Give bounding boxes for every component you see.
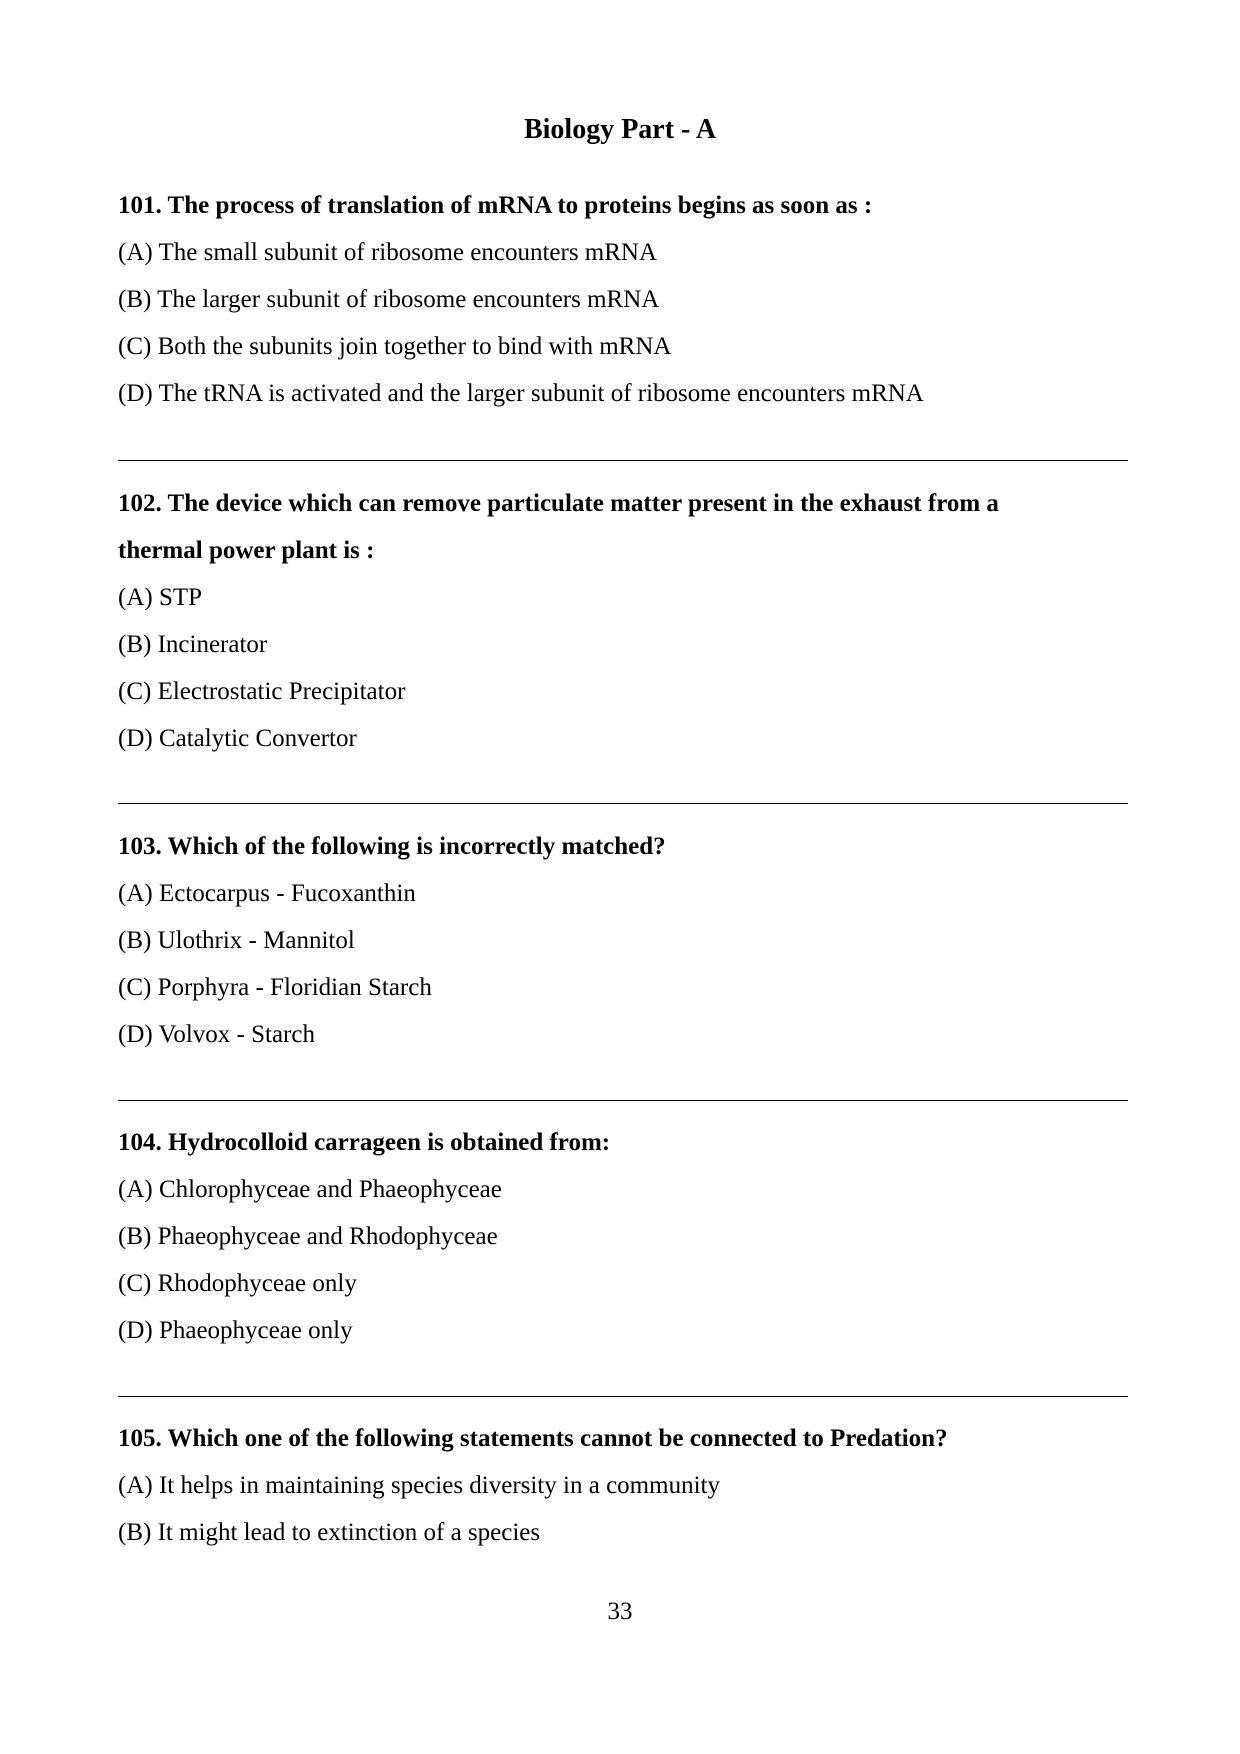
option-d: (D) Phaeophyceae only xyxy=(118,1317,353,1344)
option-d: (D) Volvox - Starch xyxy=(118,1021,315,1048)
divider xyxy=(118,1100,1128,1101)
option-c: (C) Porphyra - Floridian Starch xyxy=(118,974,432,1001)
page-title: Biology Part - A xyxy=(523,114,717,145)
question-102 xyxy=(118,480,1128,762)
option-b: (B) Phaeophyceae and Rhodophyceae xyxy=(118,1223,498,1250)
question-text: 104. Hydrocolloid carrageen is obtained from: xyxy=(118,1129,611,1156)
option-c: (C) Electrostatic Precipitator xyxy=(118,678,406,705)
page-number: 33 xyxy=(607,1598,633,1625)
question-103 xyxy=(118,823,1128,1058)
option-d: (D) Catalytic Convertor xyxy=(118,725,357,752)
option-b: (B) It might lead to extinction of a species xyxy=(118,1519,541,1546)
option-a: (A) It helps in maintaining species diversity in a community xyxy=(118,1472,720,1499)
question-text: 103. Which of the following is incorrectly matched? xyxy=(118,833,666,860)
option-b: (B) The larger subunit of ribosome encounters mRNA xyxy=(118,286,660,313)
divider xyxy=(118,803,1128,804)
option-a: (A) Ectocarpus - Fucoxanthin xyxy=(118,880,416,907)
option-c: (C) Both the subunits join together to bind with mRNA xyxy=(118,333,672,360)
option-d: (D) The tRNA is activated and the larger subunit of ribosome encounters mRNA xyxy=(118,380,924,407)
question-text-continued: thermal power plant is : xyxy=(118,537,375,564)
option-a: (A) The small subunit of ribosome encounters mRNA xyxy=(118,239,658,266)
question-text: 101. The process of translation of mRNA to proteins begins as soon as : xyxy=(118,192,873,219)
option-b: (B) Ulothrix - Mannitol xyxy=(118,927,355,954)
divider xyxy=(118,1396,1128,1397)
question-text: 105. Which one of the following statements cannot be connected to Predation? xyxy=(118,1425,948,1452)
question-101 xyxy=(118,182,1128,417)
option-b: (B) Incinerator xyxy=(118,631,268,658)
question-text: 102. The device which can remove particulate matter present in the exhaust from a xyxy=(118,490,999,517)
divider xyxy=(118,460,1128,461)
option-a: (A) STP xyxy=(118,584,203,611)
option-c: (C) Rhodophyceae only xyxy=(118,1270,357,1297)
question-105 xyxy=(118,1415,1128,1556)
option-a: (A) Chlorophyceae and Phaeophyceae xyxy=(118,1176,502,1203)
question-104 xyxy=(118,1119,1128,1354)
